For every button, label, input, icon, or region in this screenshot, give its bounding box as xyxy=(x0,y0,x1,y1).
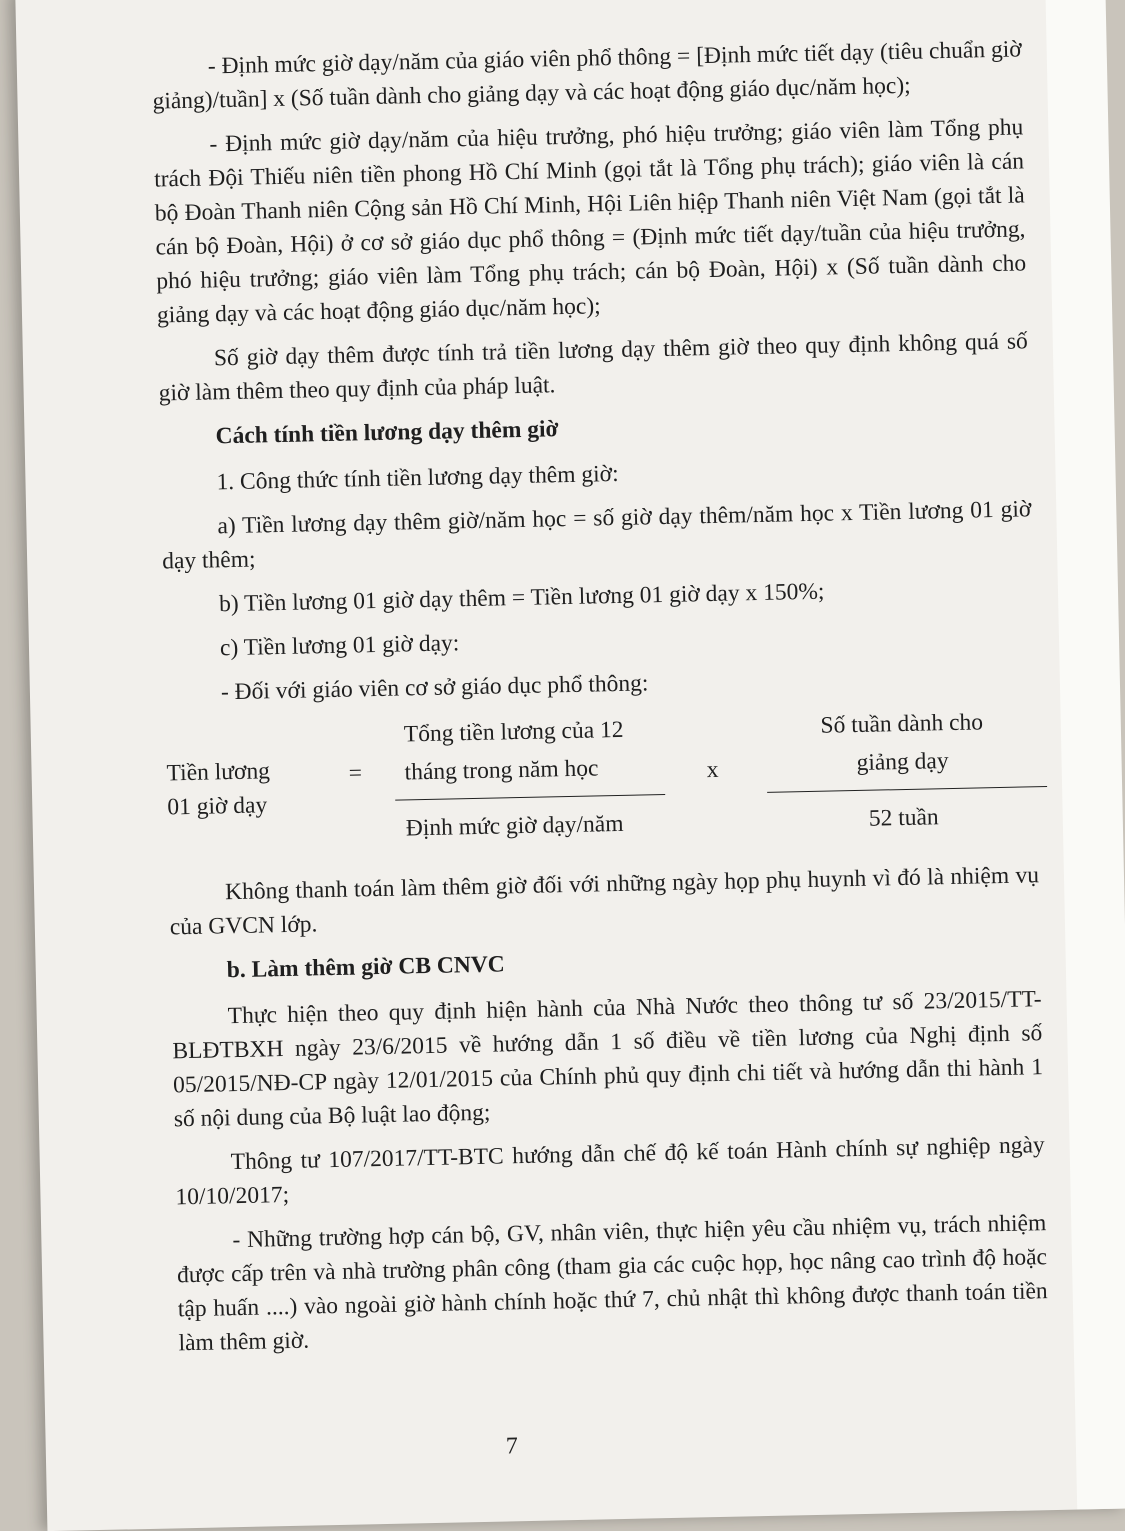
formula-left-term: Tiền lương 01 giờ dạy xyxy=(166,758,271,821)
paragraph: a) Tiền lương dạy thêm giờ/năm học = số giờ dạy thêm/năm học x Tiền lương 01 giờ dạy thêm; xyxy=(161,496,1032,575)
paragraph: b) Tiền lương 01 giờ dạy thêm = Tiền lương 01 giờ dạy x 150%; xyxy=(218,578,825,618)
paragraph: Số giờ dạy thêm được tính trả tiền lương dạy thêm giờ theo quy định không quá số giờ làm thêm theo quy định của pháp luật. xyxy=(158,328,1029,407)
formula-times: x xyxy=(706,756,719,784)
formula-denominator-2: 52 tuần xyxy=(868,804,939,832)
formula-equals: = xyxy=(348,760,363,787)
salary-formula xyxy=(166,702,1039,870)
paragraph: - Định mức giờ dạy/năm của giáo viên phổ thông = [Định mức tiết dạy (tiêu chuẩn giờ giảng)/tuần] x (Số tuần dành cho giảng dạy và các hoạt động giáo dục/năm học); xyxy=(152,36,1022,115)
fraction-bar-1 xyxy=(395,794,665,801)
page-number: 7 xyxy=(505,1433,519,1460)
paragraph: 1. Công thức tính tiền lương dạy thêm giờ: xyxy=(216,460,619,496)
section-heading: b. Làm thêm giờ CB CNVC xyxy=(226,951,506,984)
paragraph: - Đối với giáo viên cơ sở giáo dục phổ thông: xyxy=(220,670,649,706)
formula-numerator-1: Tổng tiền lương của 12 tháng trong năm học xyxy=(403,716,624,786)
paragraph: Thông tư 107/2017/TT-BTC hướng dẫn chế độ kế toán Hành chính sự nghiệp ngày 10/10/2017; xyxy=(175,1132,1045,1211)
paragraph: Thực hiện theo quy định hiện hành của Nhà Nước theo thông tư số 23/2015/TT- BLĐTBXH ngày 23/6/2015 về hướng dẫn 1 số điều về tiền lương của Nghị định số 05/2015/NĐ-CP ngày 12/01/2015 của Chính phủ quy định chi tiết và hướng dẫn thi hành 1 số nội dung của Bộ luật lao động; xyxy=(172,986,1044,1133)
fraction-bar-2 xyxy=(767,786,1047,793)
page-edge xyxy=(1045,0,1125,1510)
formula-denominator-1: Định mức giờ dạy/năm xyxy=(405,810,624,842)
paragraph: c) Tiền lương 01 giờ dạy: xyxy=(219,630,460,662)
paragraph: Không thanh toán làm thêm giờ đối với những ngày họp phụ huynh vì đó là nhiệm vụ của GVCN lớp. xyxy=(169,862,1040,941)
document-page xyxy=(15,0,1125,1531)
paragraph: - Những trường hợp cán bộ, GV, nhân viên, thực hiện yêu cầu nhiệm vụ, trách nhiệm được cấp trên và nhà trường phân công (tham gia các cuộc họp, học nâng cao trình độ hoặc tập huấn ....) vào ngoài giờ hành chính hoặc thứ 7, chủ nhật thì không được thanh toán tiền làm thêm giờ. xyxy=(176,1210,1048,1357)
page-content xyxy=(151,32,1048,1370)
paragraph: - Định mức giờ dạy/năm của hiệu trưởng, phó hiệu trưởng; giáo viên làm Tổng phụ trách Đội Thiếu niên tiền phong Hồ Chí Minh (gọi tắt là Tổng phụ trách); giáo viên là cán bộ Đoàn Thanh niên Cộng sản Hồ Chí Minh, Hội Liên hiệp Thanh niên Việt Nam (gọi tắt là cán bộ Đoàn, Hội) ở cơ sở giáo dục phổ thông = (Định mức tiết dạy/tuần của hiệu trưởng, phó hiệu trưởng; giáo viên làm Tổng phụ trách; cán bộ Đoàn, Hội) x (Số tuần dành cho giảng dạy và các hoạt động giáo dục/năm học); xyxy=(153,114,1027,329)
formula-numerator-2: Số tuần dành cho giảng dạy xyxy=(820,709,984,776)
section-heading: Cách tính tiền lương dạy thêm giờ xyxy=(215,416,559,450)
